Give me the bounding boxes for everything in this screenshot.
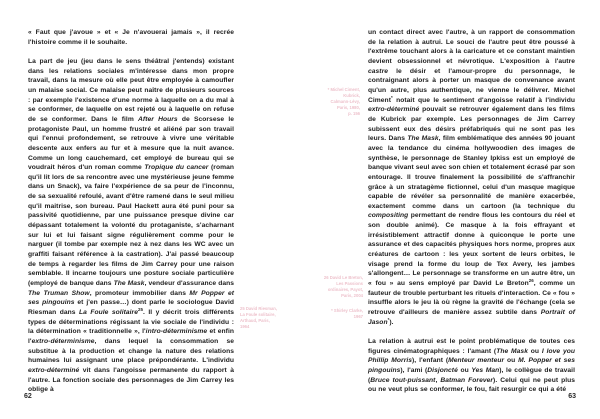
margin-note-ciment: * Michel Ciment, Kubrick, Calmann-Lévy, Paris, 1980, p. 156 [327, 87, 360, 116]
margin-note-jason: * Shirley Clarke, 1967 [331, 308, 363, 319]
left-text-column [28, 28, 234, 395]
paragraph: La relation à autrui est le point problématique de toutes ces figures cinématographiques : l'amant (The Mask ou I love you Phillip Morris), l'enfant (Menteur menteur ou M. Popper et ses pingouins), l'ami (Disjoncté ou Yes Man), le collègue de travail (Bruce tout-puissant, Batman Forever). Celui qui ne peut plus ou ne veut plus se conformer, le fou, fait resurgir ce qui a été [368, 337, 576, 394]
paragraph: La part de jeu (jeu dans le sens théâtral j'entends) existant dans les relations sociales m'intéresse dans mon propre travail, dans la mesure où elle peut être employée à camoufler un malaise social. Ce malaise peut naître de plusieurs sources : par exemple l'existence d'une norme à laquelle on a du mal à se conformer, de laquelle on est rejeté ou à laquelle on refuse de se conformer. Dans le film After Hours de Scorsese le protagoniste Paul, un homme frustré et aliéné par son travail qui l'ennui profondement, se retrouve à vivre une véritable descente aux enfers au fur et à mesure que la nuit avance. Comme un long cauchemard, cet employé de bureau qui se voudrait héros d'un roman comme Tropique du cancer (roman qu'il lit lors de sa rencontre avec une mystérieuse jeune femme dans un Snack), va faire l'expérience de sa peur de l'inconnu, de sa sexualité refoulé, avant d'être ramené dans le seul milieu qu'il maitrise, son bureau. Paul Hackett aura été puni pour sa passivité quotidienne, par une puissance presque divine car dépassant totalement la volonté du protaganiste, s'acharnant sur lui et lui faisant signe régulièrement comme pour le narguer (il tombe par exemple nez à nez dans les WC avec un graffiti faisant référence à la castration). J'ai passé beaucoup de temps à regarder les films de Jim Carrey pour une raison semblable. Il incarne toujours une posture sociale particulière (employé de banque dans The Mask, vendeur d'assurance dans The Truman Show, promoteur immobilier dans Mr Popper et ses pingouins et j'en passe…) dont parle le sociologue David Riesman dans La Foule solitaire$^{25}$. Il y décrit trois différents types de déterminations régissant la vie sociale de l'individu : la détermination « traditionnelle », l'intro-déterminisme et enfin l'extro-déterminisme, dans lequel la consommation se substitue à la production et change la nature des relations humaines lui assignant une place prépondérante. L'individu extro-déterminé vit dans l'angoisse permanente du rapport à l'autre. La fonction sociale des personnages de Jim Carrey les oblige à [28, 57, 235, 394]
page-right [300, 0, 600, 419]
right-text-column [368, 28, 575, 395]
margin-note-riesman: 25 David Riesman, La Foule solitaire, Arthaud, Paris, 1964 [240, 306, 278, 329]
page-number-right: 63 [568, 393, 576, 400]
paragraph: « Faut que j'avoue » et « Je n'avouerai jamais », il recrée l'histoire comme il le souhaite. [28, 29, 234, 46]
page-number-left: 62 [24, 393, 32, 400]
paragraph: un contact direct avec l'autre, à un rapport de consommation de la relation à autrui. Le souci de l'autre peut être poussé à l'extrême touchant alors à la caricature et ce constant maintien devient obsessionnel et névrotique. L'exposition à l'autre castre le désir et l'amour-propre du personnage, le contraignant alors à porter un masque de convenance avant qu'un autre, plus authentique, ne vienne le délivrer. Michel Ciment* notait que le sentiment d'angoisse relatif à l'individu extro-déterminé pouvait se retrouver également dans les films de Kubrick par exemple. Les personnages de Jim Carrey subissent eux des désirs préfabriqués qui ne sont pas les leurs. Dans The Mask, film emblématique des années 90 jouant avec la tendance du cinéma hollywoodien des images de synthèse, le personnage de Stanley Ipkiss est un employé de banque vivant seul avec son chien et totalement écrasé par son entourage. Il trouve finalement la possibilité de s'affranchir grâce à un stratagème fictionnel, celui d'un masque magique capable de révéler sa personnalité de manière exacerbée, exactement comme dans un cartoon (la technique du compositing permettant de rendre flous les contours du réel et son double animé). Ce masque à la fois effrayant et irrésistiblement attractif donne à quiconque le porte une assurance et des capacités physiques hors norme, propres aux créatures de cartoon : les yeux sortent de leurs orbites, le visage prend la forme du loup de Tex Avery, les jambes s'allongent… Le personnage se transforme en un autre être, un « fou » au sens employé par David Le Breton$^{26}$, comme un fauteur de trouble perturbant les rituels d'interaction. Ce « fou » insuffle alors le jeu là où règne la gravité de l'échange (cela se retrouve d'ailleurs de manière assez subtile dans Portrait of Jason*). [368, 29, 575, 326]
margin-note-lebreton: 26 David Le Breton, Les Passions ordinaires, Payot, Paris, 2004 [323, 275, 363, 298]
